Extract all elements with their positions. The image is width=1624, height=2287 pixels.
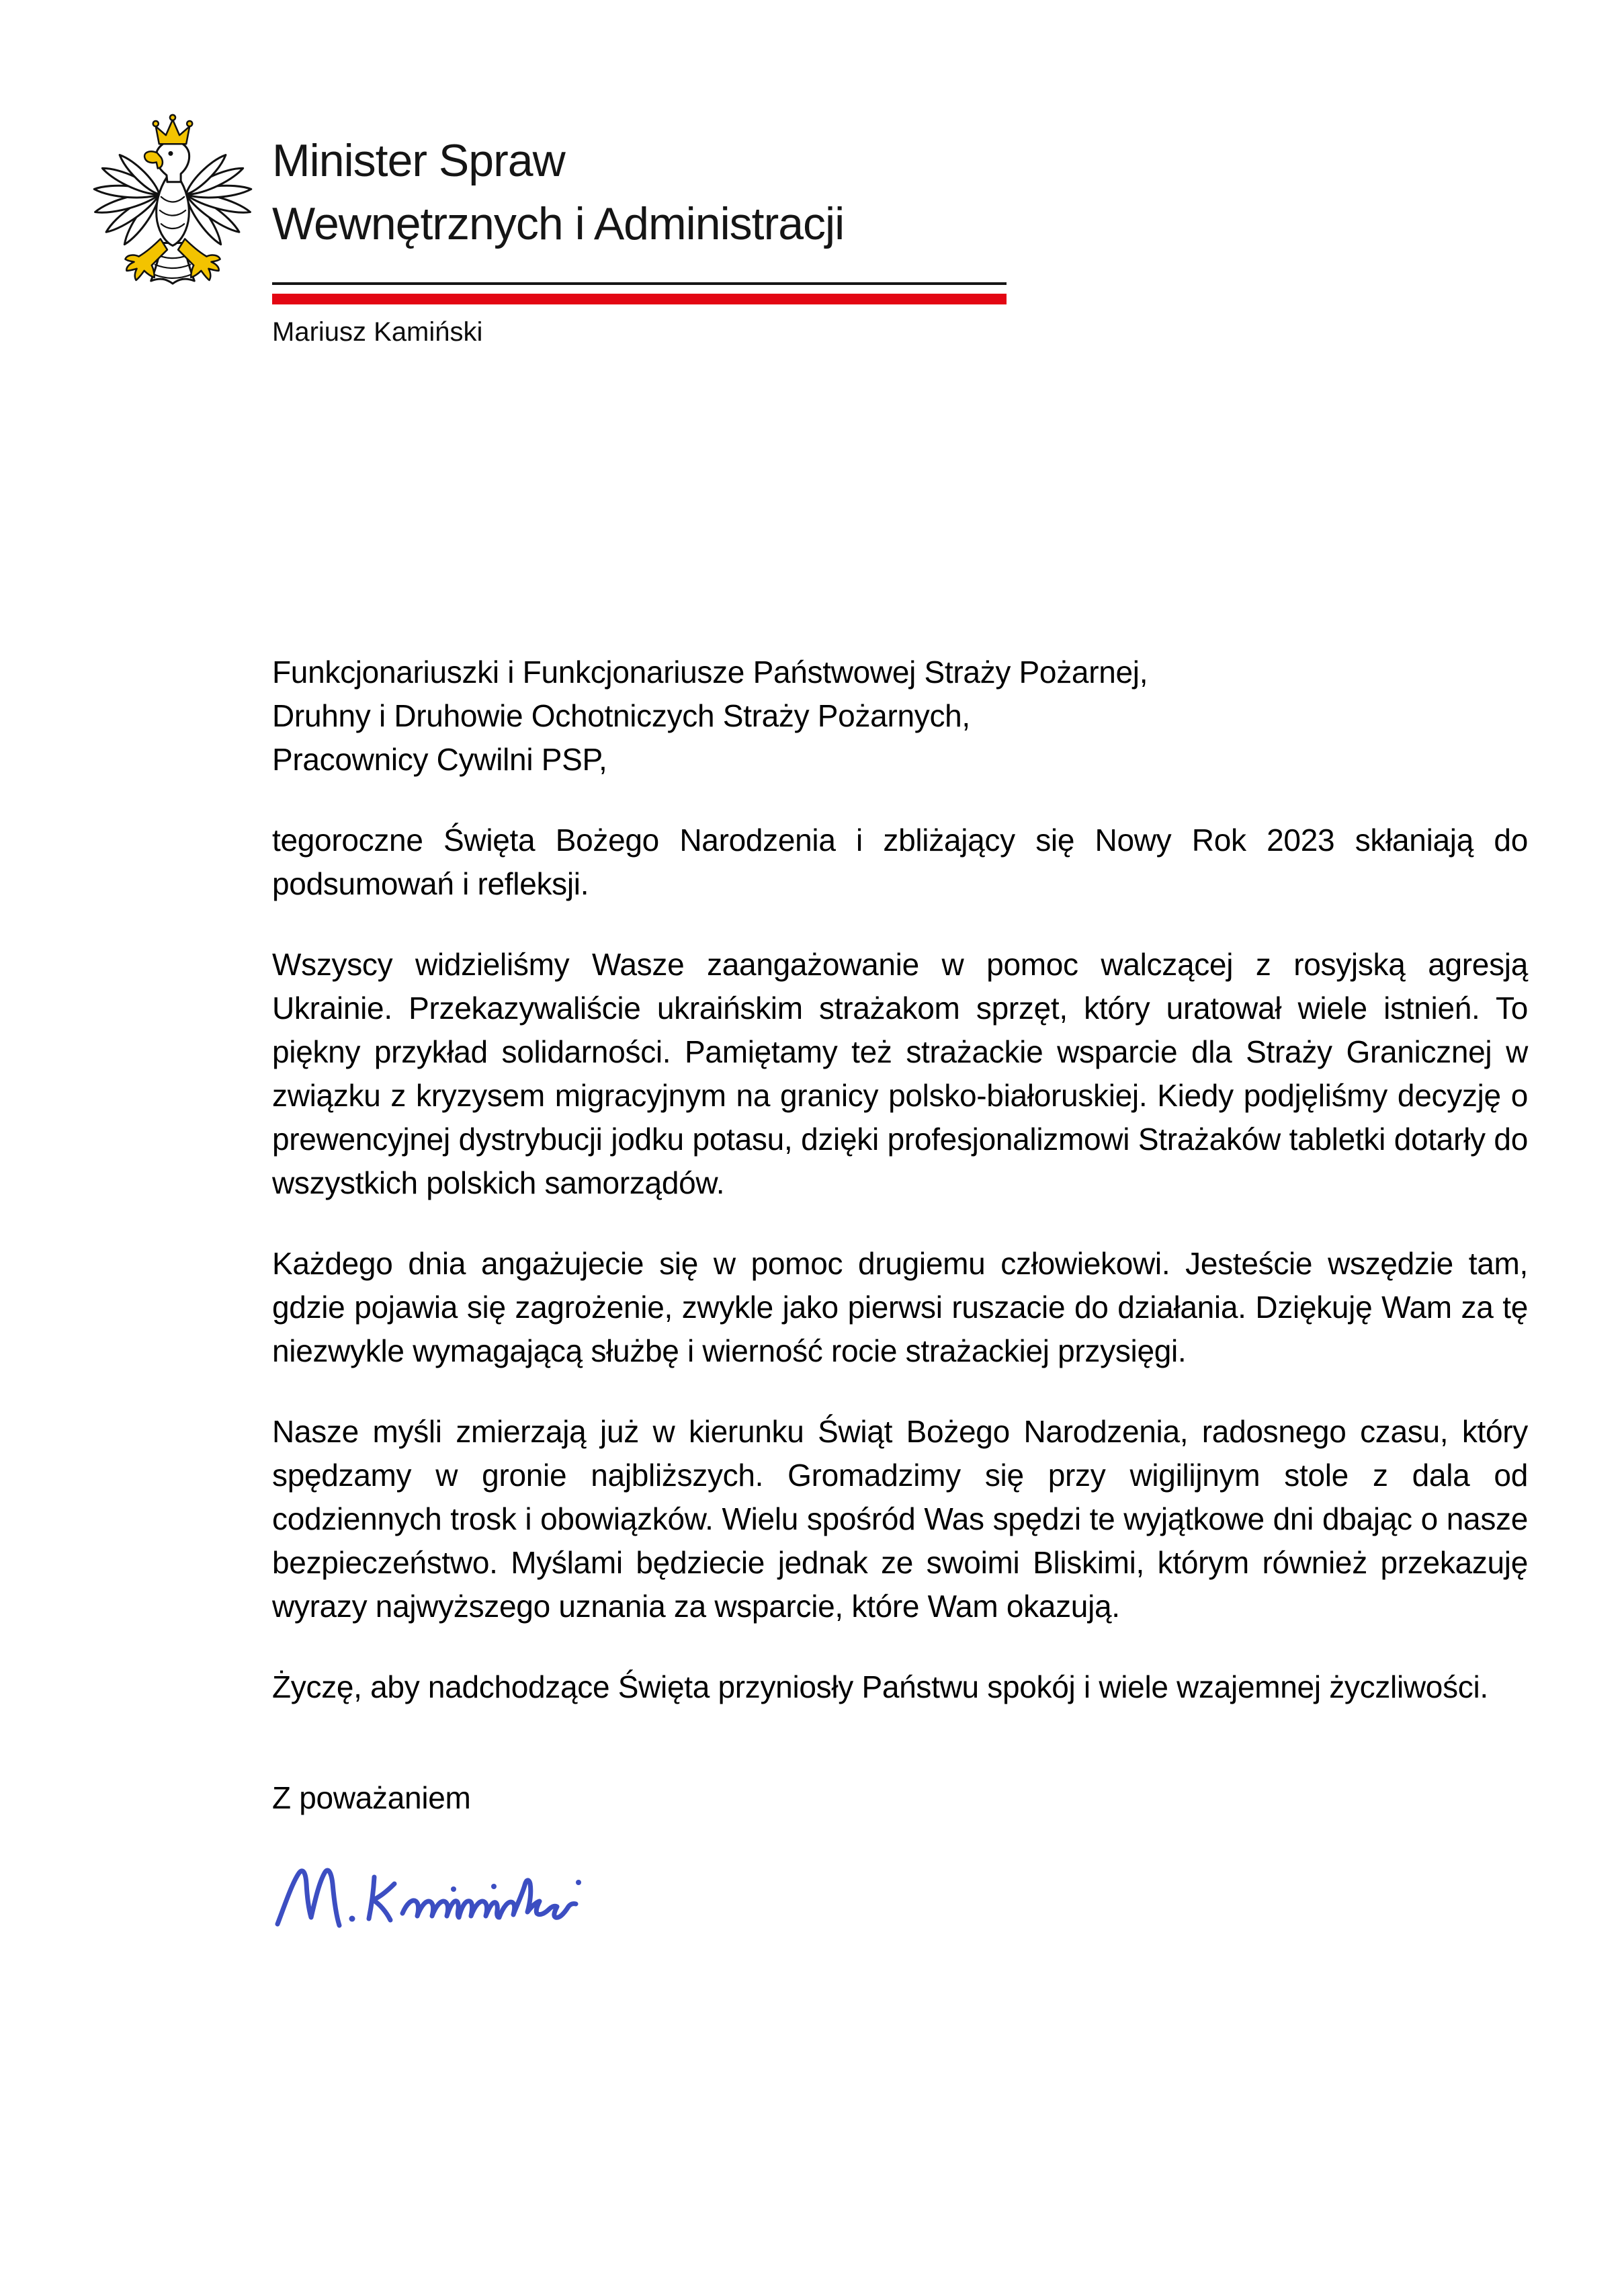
salutation-line-1: Funkcjonariuszki i Funkcjonariusze Państwowej Straży Pożarnej, [272, 655, 1148, 690]
eagle-right-wing [182, 152, 252, 248]
signature-i-dot-2 [491, 1884, 497, 1889]
eagle-left-wing [94, 152, 164, 248]
eagle-crown [153, 115, 192, 144]
handwritten-signature [272, 1857, 638, 1932]
signature-i-dot-1 [451, 1886, 456, 1892]
eagle-head [144, 141, 189, 182]
signature-scrawl [402, 1880, 576, 1917]
letter-body [272, 651, 1528, 1932]
flag-divider [272, 282, 1007, 304]
signature-period-dot [349, 1916, 355, 1922]
salutation-line-3: Pracownicy Cywilni PSP, [272, 742, 607, 777]
signature-initial-m [277, 1870, 339, 1925]
paragraph-ukraine: Wszyscy widzieliśmy Wasze zaangażowanie w pomoc walczącej z rosyjską agresją Ukrainie. Przekazywaliście ukraińskim strażakom sprzęt, który uratował wiele istnień. To piękny przykład solidarności. Pamiętamy też strażackie wsparcie dla Straży Granicznej w związku z kryzysem migracyjnym na granicy polsko-białoruskiej. Kiedy podjęliśmy decyzję o prewencyjnej dystrybucji jodku potasu, dzięki profesjonalizmowi Strażaków tabletki dotarły do wszystkich polskich samorządów. [272, 947, 1528, 1200]
eagle-body [157, 177, 189, 246]
divider-black-line [272, 282, 1007, 285]
salutation-line-2: Druhny i Druhowie Ochotniczych Straży Pożarnych, [272, 698, 970, 733]
paragraph-intro: tegoroczne Święta Bożego Narodzenia i zbliżający się Nowy Rok 2023 skłaniają do podsumowań i refleksji. [272, 823, 1528, 901]
ministry-title-line2: Wewnętrznych i Administracji [272, 198, 845, 249]
signature-k-arm [373, 1884, 394, 1920]
paragraph-service: Każdego dnia angażujecie się w pomoc drugiemu człowiekowi. Jesteście wszędzie tam, gdzie pojawia się zagrożenie, zwykle jako pierwsi ruszacie do działania. Dziękuję Wam za tę niezwykle wymagającą służbę i wierność rocie strażackiej przysięgi. [272, 1246, 1528, 1368]
paragraph-wishes: Życzę, aby nadchodzące Święta przyniosły Państwu spokój i wiele wzajemnej życzliwości. [272, 1669, 1488, 1704]
ministry-title-line1: Minister Spraw [272, 135, 565, 186]
ministry-title [272, 129, 844, 255]
poland-coat-of-arms-eagle-emblem [91, 113, 254, 297]
paragraph-christmas: Nasze myśli zmierzają już w kierunku Świąt Bożego Narodzenia, radosnego czasu, który spędzamy w gronie najbliższych. Gromadzimy się przy wigilijnym stole z dala od codziennych trosk i obowiązków. Wielu spośród Was spędzi te wyjątkowe dni dbając o nasze bezpieczeństwo. Myślami będziecie jednak ze swoimi Bliskimi, którym również przekazuję wyrazy najwyższego uznania za wsparcie, które Wam okazują. [272, 1414, 1528, 1624]
closing-salutation: Z poważaniem [272, 1780, 471, 1815]
minister-name: Mariusz Kamiński [272, 317, 483, 347]
divider-red-band [272, 294, 1007, 304]
salutation [272, 651, 1528, 782]
signature-end-dot [576, 1880, 581, 1885]
eagle-eye [168, 151, 173, 156]
